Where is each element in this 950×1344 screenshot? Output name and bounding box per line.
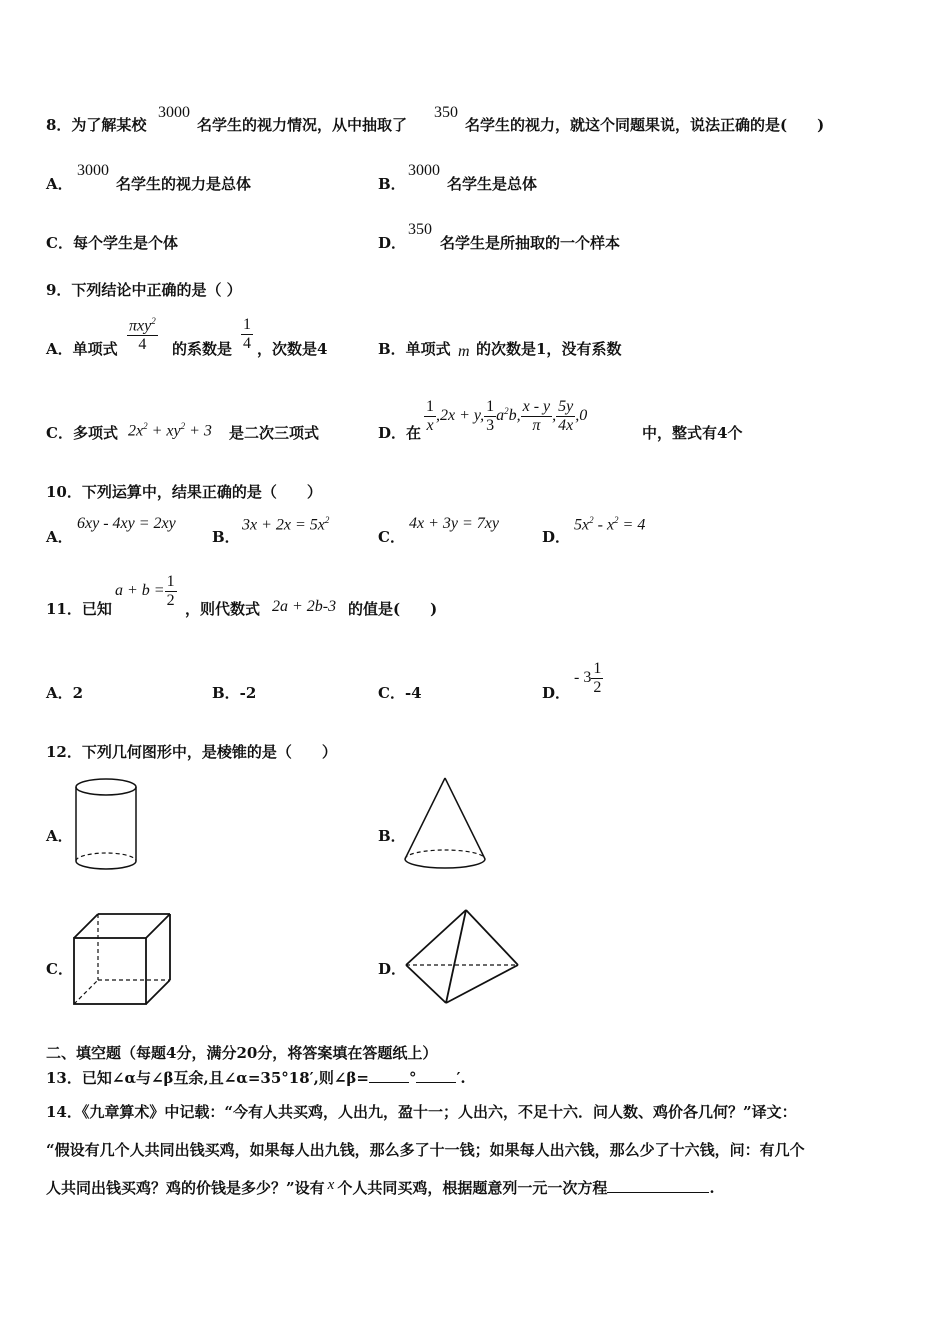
q8-optD-num: 350 bbox=[408, 221, 432, 238]
q10-stem: 10．下列运算中，结果正确的是（ ） bbox=[46, 483, 322, 501]
q9-optA-label: A．单项式 bbox=[46, 340, 118, 358]
q8-optD-label: D． bbox=[378, 234, 407, 252]
q10-optB-expr: $3x + 2x = 5x^2$ bbox=[242, 515, 330, 534]
q8-optA-label: A． bbox=[46, 175, 73, 193]
q8-optC: C．每个学生是个体 bbox=[46, 234, 178, 252]
q8-optD-text: 名学生是所抽取的一个样本 bbox=[440, 234, 621, 252]
q14-var: x bbox=[327, 1177, 335, 1193]
cylinder-figure bbox=[70, 775, 142, 875]
q10-optB-label: B． bbox=[212, 528, 240, 546]
q8-optB-text: 名学生是总体 bbox=[447, 175, 538, 193]
q11-optD-label: D． bbox=[542, 684, 571, 702]
q13-text-b: ° bbox=[408, 1069, 417, 1087]
q10-optD-label: D． bbox=[542, 528, 571, 546]
q9-optD-list: $\frac{1}{x}$ ,2x + y, $\frac{1}{3}$ $a^2b$, $\frac{x - y}{\pi}$ , $\frac{5y}{4x}$ ,0 bbox=[426, 398, 588, 434]
q9-optC-text: 是二次三项式 bbox=[229, 424, 320, 442]
q12-optB-label: B． bbox=[378, 827, 406, 845]
q8-stem-a: 8．为了解某校 bbox=[46, 116, 147, 134]
q12-optC-label: C． bbox=[46, 960, 73, 978]
q8-num-total: 3000 bbox=[158, 104, 190, 121]
q9-optB-label: B．单项式 bbox=[378, 340, 451, 358]
q8-optA-num: 3000 bbox=[77, 162, 109, 179]
q9-optA-mid: 的系数是 bbox=[172, 340, 233, 358]
q9-optA-coef: $\frac{1}{4}$ bbox=[243, 316, 251, 352]
q12-optA-label: A． bbox=[46, 827, 73, 845]
q10-optC-expr: 4x + 3y = 7xy bbox=[409, 515, 499, 532]
q14-line3-end: . bbox=[709, 1179, 715, 1197]
q11-expr: 2a + 2b-3 bbox=[272, 598, 337, 615]
q9-optB-text: 的次数是1，没有系数 bbox=[476, 340, 622, 358]
q14-line3-a: 人共同出钱买鸡？鸡的价钱是多少？”设有 bbox=[46, 1179, 325, 1197]
q13-text-a: 13．已知∠α与∠β互余,且∠α=35°18′,则∠β= bbox=[46, 1069, 369, 1087]
q9-optC-poly: $2x^2 + xy^2 + 3$ bbox=[128, 421, 212, 440]
q11-stem-c: 的值是( ) bbox=[348, 600, 438, 618]
pyramid-figure bbox=[400, 905, 524, 1009]
q8-optA-text: 名学生的视力是总体 bbox=[116, 175, 252, 193]
q8-optB-num: 3000 bbox=[408, 162, 440, 179]
q13-blank-minutes[interactable] bbox=[416, 1082, 456, 1083]
q11-stem-b: ，则代数式 bbox=[185, 600, 261, 618]
q8-stem bbox=[46, 116, 146, 134]
q10-optD-expr: $5x^2 - x^2 = 4$ bbox=[574, 515, 646, 534]
q14-line3-b: 个人共同买鸡，根据题意列一元一次方程 bbox=[337, 1179, 608, 1197]
q12-optD-label: D． bbox=[378, 960, 407, 978]
q13-text-c: ′. bbox=[456, 1069, 466, 1087]
q11-optB: B．-2 bbox=[212, 684, 257, 702]
q10-optA-expr: 6xy - 4xy = 2xy bbox=[77, 515, 176, 532]
q14-line3 bbox=[46, 1179, 715, 1198]
q11-optA: A．2 bbox=[46, 684, 84, 702]
cube-figure bbox=[70, 910, 178, 1010]
q11-stem-a: 11．已知 bbox=[46, 600, 112, 618]
q9-optD-label: D．在 bbox=[378, 424, 422, 442]
q8-stem-b: 名学生的视力情况，从中抽取了 bbox=[197, 116, 408, 134]
q10-optA-label: A． bbox=[46, 528, 73, 546]
q9-optD-text: 中，整式有4个 bbox=[642, 424, 743, 442]
section2-heading: 二、填空题（每题4分，满分20分，将答案填在答题纸上） bbox=[46, 1044, 438, 1062]
q10-optC-label: C． bbox=[378, 528, 405, 546]
q8-optB-label: B． bbox=[378, 175, 406, 193]
q12-stem: 12．下列几何图形中，是棱锥的是（ ） bbox=[46, 743, 337, 761]
cone-figure bbox=[400, 775, 490, 875]
q13-line bbox=[46, 1069, 466, 1087]
q9-optC-label: C．多项式 bbox=[46, 424, 118, 442]
q9-stem: 9．下列结论中正确的是（ ） bbox=[46, 281, 242, 299]
q11-optC: C．-4 bbox=[378, 684, 422, 702]
q9-optB-var: m bbox=[458, 343, 470, 360]
q13-blank-degrees[interactable] bbox=[369, 1082, 409, 1083]
q9-optA-monomial: $\frac{\pi xy^2}{4}$ bbox=[129, 316, 156, 354]
q8-num-sample: 350 bbox=[434, 104, 458, 121]
q14-line2: “假设有几个人共同出钱买鸡，如果每人出九钱，那么多了十一钱；如果每人出六钱，那么少了十六钱，问：有几个 bbox=[46, 1141, 805, 1159]
q8-stem-c: 名学生的视力，就这个同题果说，说法正确的是( ) bbox=[465, 116, 825, 134]
q11-optD-value: - 3 $\frac{1}{2}$ bbox=[574, 660, 602, 696]
q9-optA-end: ，次数是4 bbox=[257, 340, 328, 358]
q14-line1: 14．《九章算术》中记载：“今有人共买鸡，人出九，盈十一；人出六，不足十六．问人数、鸡价各几何？”译文： bbox=[46, 1103, 797, 1121]
q14-answer-blank[interactable] bbox=[607, 1192, 709, 1193]
q11-given: a + b = $\frac{1}{2}$ bbox=[115, 573, 175, 609]
